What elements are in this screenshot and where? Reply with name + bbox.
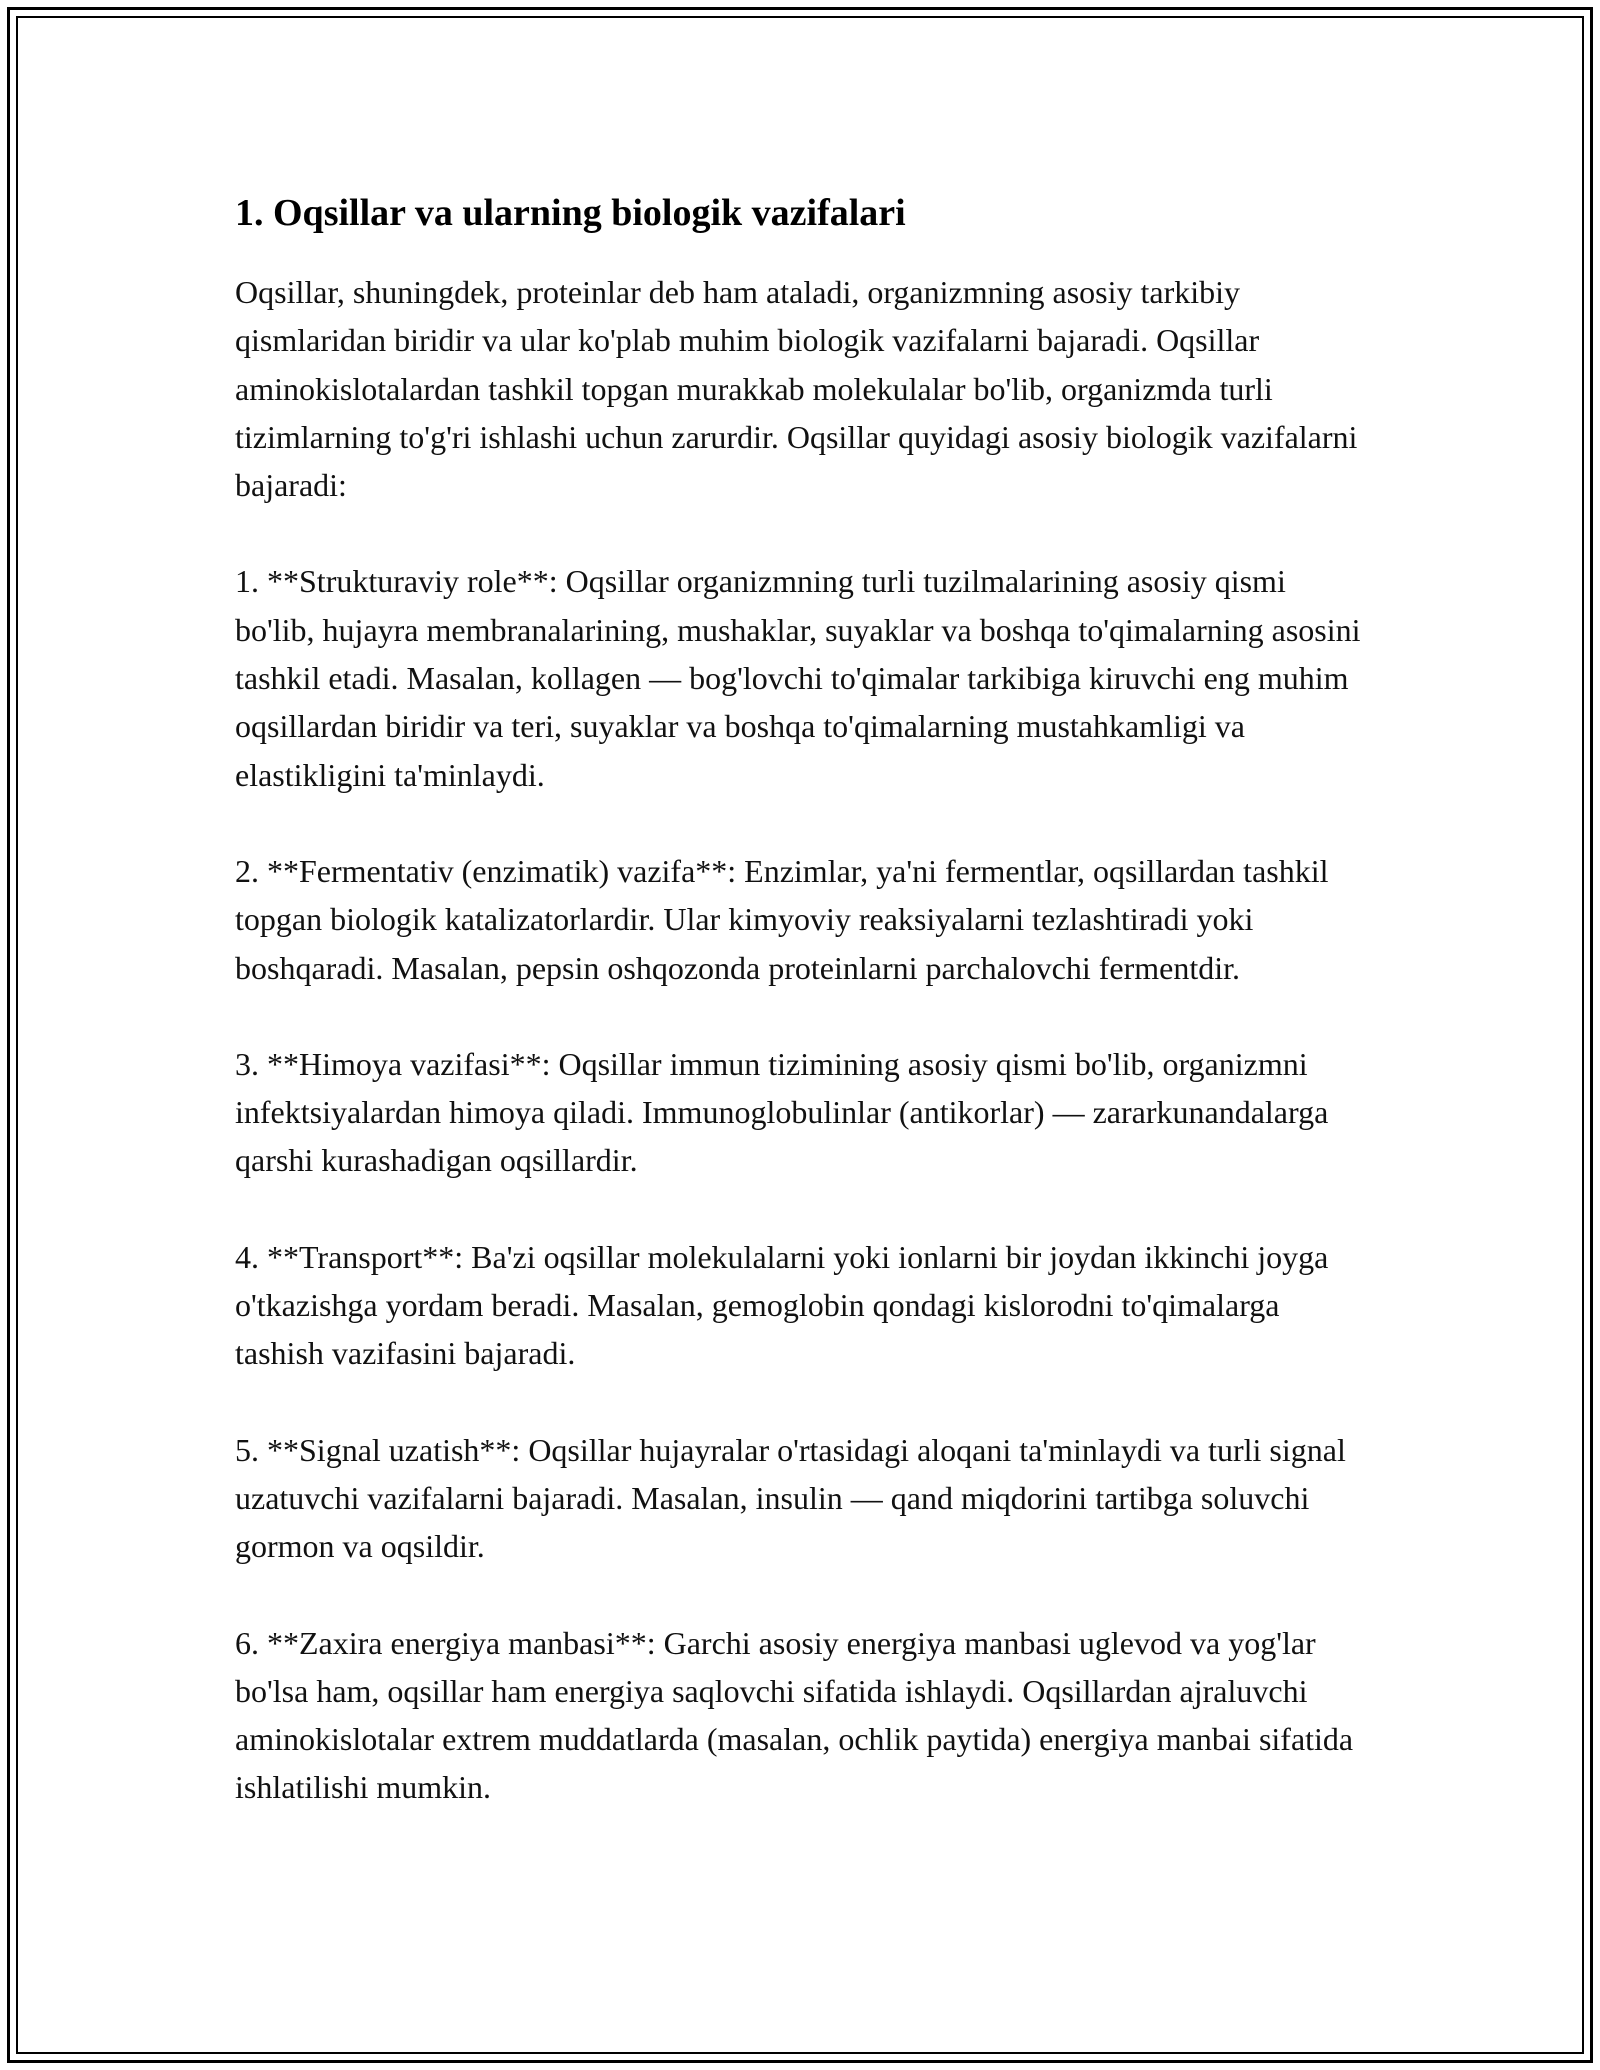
document-body bbox=[235, 186, 1370, 1860]
list-item-signal-transmission: 5. **Signal uzatish**: Oqsillar hujayralar o'rtasidagi aloqani ta'minlaydi va turli signal uzatuvchi vazifalarni bajaradi. Masalan, insulin — qand miqdorini tartibga soluvchi gormon va oqsildir. bbox=[235, 1431, 1346, 1565]
list-item-transport: 4. **Transport**: Ba'zi oqsillar molekulalarni yoki ionlarni bir joydan ikkinchi joyga o'tkazishga yordam beradi. Masalan, gemoglobin qondagi kislorodni to'qimalarga tashish vazifasini bajaradi. bbox=[235, 1238, 1329, 1372]
list-item-enzymatic-function: 2. **Fermentativ (enzimatik) vazifa**: Enzimlar, ya'ni fermentlar, oqsillardan tashkil topgan biologik katalizatorlardir. Ular kimyoviy reaksiyalarni tezlashtiradi yoki boshqaradi. Masalan, pepsin oshqozonda proteinlarni parchalovchi fermentdir. bbox=[235, 852, 1329, 986]
section-heading: 1. Oqsillar va ularning biologik vazifalari bbox=[235, 192, 906, 234]
list-item-structural-role: 1. **Strukturaviy role**: Oqsillar organizmning turli tuzilmalarining asosiy qismi bo'lib, hujayra membranalarining, mushaklar, suyaklar va boshqa to'qimalarning asosini tashkil etadi. Masalan, kollagen — bog'lovchi to'qimalar tarkibiga kiruvchi eng muhim oqsillardan biridir va teri, suyaklar va boshqa to'qimalarning mustahkamligi va elastikligini ta'minlaydi. bbox=[235, 563, 1361, 793]
list-item-energy-reserve: 6. **Zaxira energiya manbasi**: Garchi asosiy energiya manbasi uglevod va yog'lar bo'lsa ham, oqsillar ham energiya saqlovchi sifatida ishlaydi. Oqsillardan ajraluvchi aminokislotalar extrem muddatlarda (masalan, ochlik paytida) energiya manbai sifatida ishlatilishi mumkin. bbox=[235, 1624, 1354, 1806]
list-item-protective-function: 3. **Himoya vazifasi**: Oqsillar immun tizimining asosiy qismi bo'lib, organizmni infektsiyalardan himoya qiladi. Immunoglobulinlar (antikorlar) — zararkunandalarga qarshi kurashadigan oqsillardir. bbox=[235, 1045, 1329, 1179]
intro-paragraph: Oqsillar, shuningdek, proteinlar deb ham ataladi, organizmning asosiy tarkibiy qismlaridan biridir va ular ko'plab muhim biologik vazifalarni bajaradi. Oqsillar aminokislotalardan tashkil topgan murakkab molekulalar bo'lib, organizmda turli tizimlarning to'g'ri ishlashi uchun zarurdir. Oqsillar quyidagi asosiy biologik vazifalarni bajaradi: bbox=[235, 274, 1358, 504]
